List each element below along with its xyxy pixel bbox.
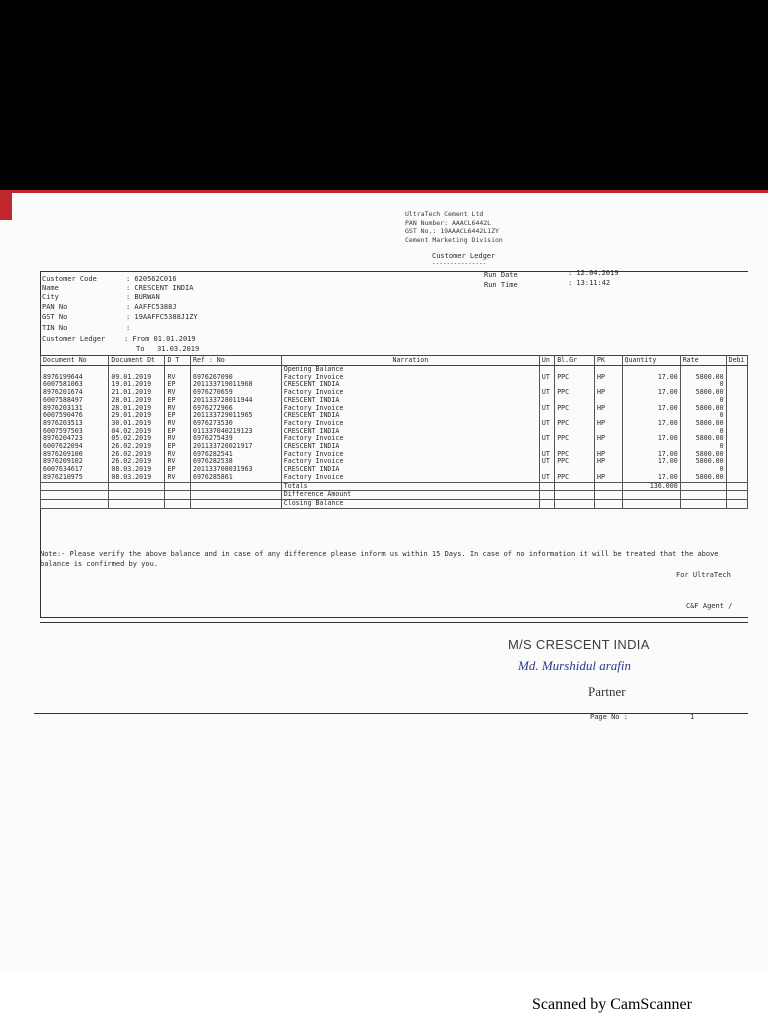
difference-row: [41, 491, 748, 500]
page-no-label: Page No :: [590, 713, 628, 721]
cell-document-no: 6007622094: [41, 443, 109, 451]
cell-doc-type: RV: [165, 405, 191, 413]
cell-ref-no: 6976273530: [190, 420, 281, 428]
verification-note: Note:- Please verify the above balance and in case of any difference please inform us within 15 Days. In case of no information it will be treated that the above balance is confirmed by you.: [40, 550, 719, 568]
cell-unit: UT: [539, 458, 554, 466]
note-bottom-rule: [40, 617, 748, 618]
cell-rate: 0: [680, 443, 726, 451]
cell-doc-type: EP: [165, 443, 191, 451]
cell-rate: 0: [680, 466, 726, 474]
cell-ref-no: 6976272966: [190, 405, 281, 413]
run-date-label: Run Date: [484, 271, 518, 279]
cell-quantity: 17.00: [622, 389, 680, 397]
cell-rate: 5800.00: [680, 420, 726, 428]
cell-narration: CRESCENT INDIA: [281, 381, 539, 389]
cell-document-no: 8976210975: [41, 474, 109, 482]
cell-debit: [726, 405, 747, 413]
customer-gst-label: GST No: [42, 313, 68, 321]
cell-quantity: 17.00: [622, 458, 680, 466]
cell-bl-gr: PPC: [555, 374, 595, 382]
cell-document-no: 6007590476: [41, 412, 109, 420]
col-narration: Narration: [281, 356, 539, 366]
col-quantity: Quantity: [622, 356, 680, 366]
cell-narration: CRESCENT INDIA: [281, 466, 539, 474]
cell-pk: HP: [594, 458, 622, 466]
cell-debit: [726, 389, 747, 397]
customer-tin-value: :: [126, 324, 131, 332]
cell-narration: CRESCENT INDIA: [281, 443, 539, 451]
cell-quantity: 17.00: [622, 451, 680, 459]
cell-unit: UT: [539, 389, 554, 397]
cell-bl-gr: PPC: [555, 474, 595, 482]
cell-debit: [726, 428, 747, 436]
run-time-label: Run Time: [484, 281, 518, 289]
cell-ref-no: 6976282541: [190, 451, 281, 459]
cell-rate: 5800.00: [680, 374, 726, 382]
cell-pk: HP: [594, 389, 622, 397]
cell-doc-type: RV: [165, 474, 191, 482]
cell-doc-type: RV: [165, 389, 191, 397]
cell-document-dt: 26.02.2019: [109, 458, 165, 466]
cell-bl-gr: PPC: [555, 389, 595, 397]
cell-quantity: 17.00: [622, 374, 680, 382]
partner-label: Partner: [588, 684, 626, 699]
opening-balance-label: Opening Balance: [281, 366, 539, 374]
company-pan: PAN Number: AAACL6442L: [405, 218, 492, 227]
cell-narration: Factory Invoice: [281, 435, 539, 443]
cell-document-dt: 29.01.2019: [109, 412, 165, 420]
col-unit: Un: [539, 356, 554, 366]
col-bl-gr: Bl.Gr: [555, 356, 595, 366]
cell-debit: [726, 458, 747, 466]
cell-ref-no: 6976270659: [190, 389, 281, 397]
document-title: Customer Ledger: [432, 252, 496, 260]
for-ultratech: For UltraTech: [676, 571, 731, 579]
cell-debit: [726, 397, 747, 405]
cell-document-dt: 05.02.2019: [109, 435, 165, 443]
cell-document-dt: 26.02.2019: [109, 451, 165, 459]
cell-document-no: 8976209102: [41, 458, 109, 466]
cell-doc-type: RV: [165, 451, 191, 459]
title-underline: ---------------: [432, 260, 487, 267]
cell-rate: 5800.00: [680, 435, 726, 443]
col-doc-type: D T: [165, 356, 191, 366]
cell-document-dt: 30.01.2019: [109, 420, 165, 428]
page-no-value: 1: [690, 713, 695, 721]
cell-bl-gr: PPC: [555, 435, 595, 443]
cell-document-no: 8976203513: [41, 420, 109, 428]
cell-doc-type: EP: [165, 381, 191, 389]
company-name: UltraTech Cement Ltd: [405, 210, 484, 218]
cell-doc-type: RV: [165, 435, 191, 443]
cell-document-no: 8976201674: [41, 389, 109, 397]
col-document-no: Document No: [41, 356, 109, 366]
cell-rate: 5800.00: [680, 405, 726, 413]
cell-quantity: 17.00: [622, 405, 680, 413]
cell-pk: HP: [594, 420, 622, 428]
cell-unit: UT: [539, 374, 554, 382]
cell-document-dt: 08.03.2019: [109, 466, 165, 474]
cell-quantity: 17.00: [622, 435, 680, 443]
customer-code-label: Customer Code: [42, 275, 97, 283]
cell-debit: [726, 435, 747, 443]
cell-quantity: 17.00: [622, 420, 680, 428]
cell-document-no: 6007597503: [41, 428, 109, 436]
cell-bl-gr: PPC: [555, 405, 595, 413]
customer-name-value: : CRESCENT INDIA: [126, 284, 194, 292]
cell-pk: HP: [594, 435, 622, 443]
customer-city-label: City: [42, 293, 59, 301]
cell-doc-type: RV: [165, 458, 191, 466]
run-time-value: : 13:11:42: [568, 279, 611, 287]
paper-sheet: [0, 193, 768, 973]
cell-narration: Factory Invoice: [281, 420, 539, 428]
ledger-period-label: Customer Ledger: [42, 335, 106, 343]
cell-debit: [726, 451, 747, 459]
customer-city-value: : BURWAN: [126, 293, 160, 301]
cell-narration: Factory Invoice: [281, 405, 539, 413]
cell-narration: Factory Invoice: [281, 474, 539, 482]
cell-debit: [726, 443, 747, 451]
cell-ref-no: 201133719011968: [190, 381, 281, 389]
cell-doc-type: EP: [165, 428, 191, 436]
company-gst: GST No.: 19AAACL6442L1ZY: [405, 227, 499, 235]
cell-pk: HP: [594, 474, 622, 482]
table-row: [41, 474, 748, 482]
firm-stamp: M/S CRESCENT INDIA: [508, 637, 650, 652]
cell-document-no: 8976204723: [41, 435, 109, 443]
cell-narration: Factory Invoice: [281, 451, 539, 459]
cell-rate: 0: [680, 428, 726, 436]
cell-document-no: 6007581063: [41, 381, 109, 389]
page-footer-rule: [34, 713, 748, 714]
totals-label: Totals: [281, 482, 539, 491]
cell-debit: [726, 412, 747, 420]
col-rate: Rate: [680, 356, 726, 366]
cell-document-dt: 28.01.2019: [109, 397, 165, 405]
cell-ref-no: 201133728011944: [190, 397, 281, 405]
company-division: Cement Marketing Division: [405, 235, 503, 244]
cell-ref-no: 201133726021917: [190, 443, 281, 451]
cell-doc-type: EP: [165, 412, 191, 420]
cell-document-dt: 19.01.2019: [109, 381, 165, 389]
cell-ref-no: 201133729011965: [190, 412, 281, 420]
col-document-dt: Document Dt: [109, 356, 165, 366]
camscanner-watermark: Scanned by CamScanner: [532, 996, 692, 1013]
cell-rate: 0: [680, 397, 726, 405]
cell-unit: UT: [539, 435, 554, 443]
cell-bl-gr: PPC: [555, 420, 595, 428]
ledger-table: [40, 355, 748, 509]
paper-red-edge: [0, 190, 768, 193]
cell-doc-type: RV: [165, 374, 191, 382]
cell-unit: UT: [539, 451, 554, 459]
cell-narration: Factory Invoice: [281, 389, 539, 397]
cell-document-dt: 26.02.2019: [109, 443, 165, 451]
customer-name-label: Name: [42, 284, 59, 292]
cell-unit: UT: [539, 420, 554, 428]
cf-agent-label: C&F Agent /: [686, 602, 733, 610]
cell-document-dt: 28.01.2019: [109, 405, 165, 413]
cell-bl-gr: PPC: [555, 458, 595, 466]
note-bottom-rule-2: [40, 622, 748, 623]
cell-bl-gr: PPC: [555, 451, 595, 459]
cell-debit: [726, 420, 747, 428]
customer-pan-value: : AAFFC5388J: [126, 303, 177, 311]
scan-background: [0, 0, 768, 192]
cell-document-no: 6007588497: [41, 397, 109, 405]
cell-narration: Factory Invoice: [281, 458, 539, 466]
cell-doc-type: RV: [165, 420, 191, 428]
cell-document-dt: 04.02.2019: [109, 428, 165, 436]
cell-narration: Factory Invoice: [281, 374, 539, 382]
col-pk: PK: [594, 356, 622, 366]
paper-red-corner: [0, 192, 12, 220]
run-date-value: : 12.04.2019: [568, 269, 619, 277]
cell-rate: 5800.00: [680, 451, 726, 459]
cell-doc-type: EP: [165, 466, 191, 474]
ledger-period-to: To 31.03.2019: [136, 345, 200, 353]
cell-unit: UT: [539, 405, 554, 413]
cell-ref-no: 6976282538: [190, 458, 281, 466]
cell-ref-no: 6976267090: [190, 374, 281, 382]
ledger-period-from: : From 01.01.2019: [124, 335, 196, 343]
col-ref-no: Ref : No: [190, 356, 281, 366]
cell-rate: 5800.00: [680, 389, 726, 397]
cell-ref-no: 6976285861: [190, 474, 281, 482]
cell-debit: [726, 466, 747, 474]
cell-ref-no: 011337040219123: [190, 428, 281, 436]
cell-doc-type: EP: [165, 397, 191, 405]
difference-label: Difference Amount: [281, 491, 539, 500]
cell-document-dt: 08.03.2019: [109, 474, 165, 482]
cell-pk: HP: [594, 451, 622, 459]
cell-ref-no: 6976275439: [190, 435, 281, 443]
cell-document-no: 6007634617: [41, 466, 109, 474]
company-header: [405, 210, 545, 244]
cell-narration: CRESCENT INDIA: [281, 428, 539, 436]
cell-quantity: 17.00: [622, 474, 680, 482]
cell-narration: CRESCENT INDIA: [281, 412, 539, 420]
cell-document-no: 8976209100: [41, 451, 109, 459]
cell-unit: UT: [539, 474, 554, 482]
header-top-rule: [40, 271, 748, 272]
cell-rate: 0: [680, 381, 726, 389]
totals-quantity: 136.000: [622, 482, 680, 491]
customer-gst-value: : 19AAFFC5388J1ZY: [126, 313, 198, 321]
totals-row: [41, 482, 748, 491]
col-debit: Debi: [726, 356, 747, 366]
cell-pk: HP: [594, 405, 622, 413]
cell-narration: CRESCENT INDIA: [281, 397, 539, 405]
customer-tin-label: TIN No: [42, 324, 68, 332]
cell-document-no: 8976199644: [41, 374, 109, 382]
closing-row: [41, 499, 748, 508]
cell-document-dt: 09.01.2019: [109, 374, 165, 382]
signature: Md. Murshidul arafin: [518, 658, 632, 673]
cell-rate: 0: [680, 412, 726, 420]
cell-debit: [726, 374, 747, 382]
customer-pan-label: PAN No: [42, 303, 68, 311]
cell-rate: 5800.00: [680, 474, 726, 482]
customer-code-value: : 620562C016: [126, 275, 177, 283]
table-header-row: [41, 356, 748, 366]
cell-document-dt: 21.01.2019: [109, 389, 165, 397]
cell-document-no: 8976203131: [41, 405, 109, 413]
cell-debit: [726, 474, 747, 482]
cell-debit: [726, 381, 747, 389]
cell-pk: HP: [594, 374, 622, 382]
closing-label: Closing Balance: [281, 499, 539, 508]
cell-rate: 5800.00: [680, 458, 726, 466]
cell-ref-no: 201133708031963: [190, 466, 281, 474]
